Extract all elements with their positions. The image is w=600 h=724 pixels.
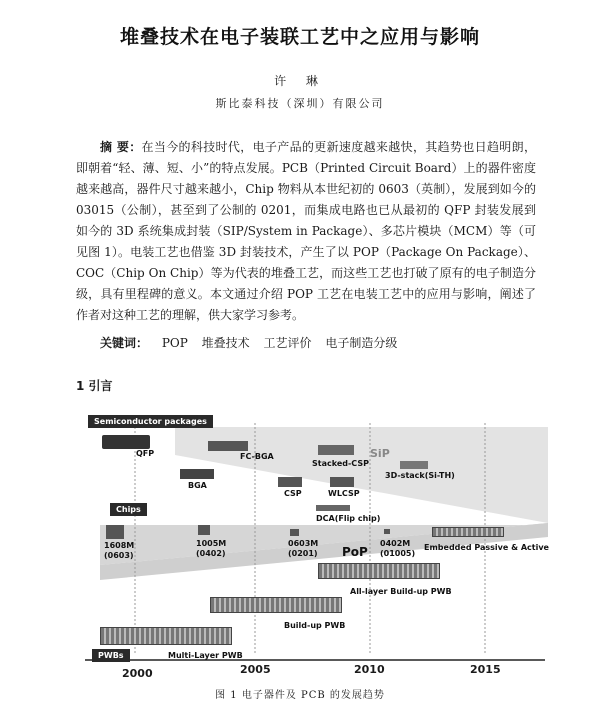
embedded-board: [432, 527, 504, 537]
multi-layer-board: [100, 627, 232, 645]
year-label: 2005: [240, 663, 271, 676]
package-label-csp: CSP: [284, 489, 302, 498]
keyword: POP: [161, 336, 188, 350]
figure-1: [80, 405, 550, 685]
chip-size-imperial: 0603M: [288, 539, 319, 548]
package-label-wlcsp: WLCSP: [328, 489, 360, 498]
chip-size-imperial: 1005M: [196, 539, 227, 548]
keyword: 堆叠技术: [201, 336, 250, 350]
abstract-label: 摘 要：: [100, 140, 142, 154]
year-label: 2015: [470, 663, 501, 676]
fc-bga-package: [208, 441, 248, 451]
package-label-bga: BGA: [188, 481, 207, 490]
package-label-dca: DCA(Flip chip): [316, 514, 381, 523]
keyword: 工艺评价: [263, 336, 312, 350]
chip-0603: [106, 525, 124, 539]
chip-size-metric: (0201): [288, 549, 318, 558]
package-label-3d-stack: 3D-stack(Si-TH): [385, 471, 455, 480]
abstract: [76, 137, 536, 326]
keywords-label: 关键词：: [100, 336, 149, 350]
figure-caption: 图 1 电子器件及 PCB 的发展趋势: [215, 690, 385, 701]
chip-0402: [198, 525, 210, 535]
chip-01005: [384, 529, 390, 534]
package-label-sip: SiP: [370, 447, 390, 460]
paper-title: 堆叠技术在电子装联工艺中之应用与影响: [119, 26, 480, 48]
3d-stack-package: [400, 461, 428, 469]
keywords: [100, 334, 407, 351]
wlcsp-package: [330, 477, 354, 487]
year-label: 2000: [122, 667, 153, 680]
package-label-fc-bga: FC-BGA: [240, 452, 274, 461]
build-up-board: [210, 597, 342, 613]
embedded-label: Embedded Passive & Active: [424, 543, 549, 552]
pop-label: PoP: [342, 545, 368, 559]
csp-package: [278, 477, 302, 487]
abstract-text: 在当今的科技时代，电子产品的更新速度越来越快，其趋势也日趋明朗，即朝着“轻、薄、短、小”的特点发展。PCB（Printed Circuit Board）上的器件密度越来越高，器件尺寸越来越小，Chip 物料从本世纪初的 0603（英制），发展到如今的 03015（公制），甚至到了公制的 0201，而集成电路也已从最初的 QFP 封装发展到如今的 3D 系统集成封装（SIP/System in Package）、多芯片模块（MCM）等（可见图 1）。电装工艺也借鉴 3D 封装技术，产生了以 POP（Package On Package）、COC（Chip On Chip）等为代表的堆叠工艺，而这些工艺也打破了原有的电子制造分级，具有里程碑的意义。本文通过介绍 POP 工艺在电装工艺中的应用与影响，阐述了作者对这种工艺的理解，供大家学习参考。: [76, 140, 536, 322]
author-name: 许 琳: [274, 74, 326, 88]
bga-package: [180, 469, 214, 479]
pwbs-tag: PWBs: [92, 649, 130, 662]
package-label-qfp: QFP: [136, 449, 155, 458]
qfp-package: [102, 435, 150, 449]
board-label-all-layer: All-layer Build-up PWB: [350, 587, 452, 596]
keyword: 电子制造分级: [325, 336, 398, 350]
board-label-multi-layer: Multi-Layer PWB: [168, 651, 243, 660]
section-heading: 1 引言: [76, 379, 113, 393]
year-label: 2010: [354, 663, 385, 676]
dca-package: [316, 505, 350, 511]
chip-0201: [290, 529, 299, 536]
chip-size-metric: (0402): [196, 549, 226, 558]
chip-size-imperial: 1608M: [104, 541, 135, 550]
semiconductor-packages-tag: Semiconductor packages: [88, 415, 213, 428]
package-label-stacked-csp: Stacked-CSP: [312, 459, 369, 468]
author-affiliation: 斯比泰科技（深圳）有限公司: [215, 97, 385, 110]
chip-size-imperial: 0402M: [380, 539, 411, 548]
chips-tag: Chips: [110, 503, 147, 516]
all-layer-board: [318, 563, 440, 579]
chip-size-metric: (01005): [380, 549, 416, 558]
board-label-build-up: Build-up PWB: [284, 621, 346, 630]
stacked-csp-package: [318, 445, 354, 455]
chip-size-metric: (0603): [104, 551, 134, 560]
